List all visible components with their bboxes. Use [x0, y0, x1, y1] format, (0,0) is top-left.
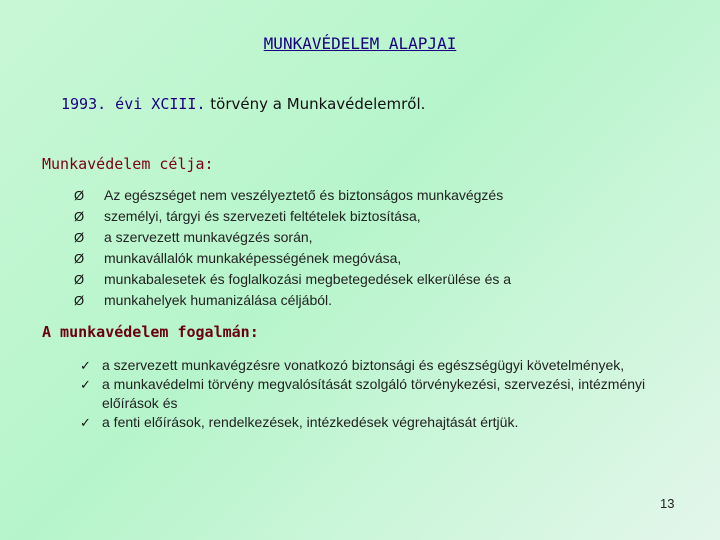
list-item-text: személyi, tárgyi és szervezeti feltételek biztosítása, [104, 208, 421, 224]
list-item [74, 248, 674, 269]
list-item-text: a szervezett munkavégzés során, [104, 229, 313, 245]
list-item [80, 413, 660, 432]
checkmark-icon: ✓ [80, 377, 91, 392]
law-description: törvény a Munkavédelemről. [205, 95, 426, 113]
list-item [74, 227, 674, 248]
checkmark-icon: ✓ [80, 358, 91, 373]
arrow-bullet-icon: Ø [74, 251, 85, 266]
arrow-bullet-icon: Ø [74, 293, 85, 308]
arrow-bullet-icon: Ø [74, 209, 85, 224]
concept-list [80, 356, 660, 432]
concept-heading: A munkavédelem fogalmán: [42, 323, 259, 341]
page-number: 13 [660, 496, 675, 511]
list-item-text: a szervezett munkavégzésre vonatkozó biztonsági és egészségügyi követelmények, [102, 357, 625, 373]
list-item-text: munkavállalók munkaképességének megóvása, [104, 250, 402, 266]
list-item-text: munkahelyek humanizálása céljából. [104, 292, 333, 308]
goal-heading: Munkavédelem célja: [42, 155, 214, 173]
goal-list [74, 185, 674, 311]
law-reference-line [61, 95, 425, 113]
list-item [74, 206, 674, 227]
list-item-text: a fenti előírások, rendelkezések, intézkedések végrehajtását értjük. [102, 414, 519, 430]
list-item [80, 375, 660, 413]
list-item [74, 185, 674, 206]
slide-title: MUNKAVÉDELEM ALAPJAI [263, 34, 457, 53]
list-item [74, 269, 674, 290]
list-item [74, 290, 674, 311]
list-item-text: munkabalesetek és foglalkozási megbetegedések elkerülése és a [104, 271, 512, 287]
arrow-bullet-icon: Ø [74, 188, 85, 203]
list-item [80, 356, 660, 375]
checkmark-icon: ✓ [80, 415, 91, 430]
arrow-bullet-icon: Ø [74, 272, 85, 287]
list-item-text: a munkavédelmi törvény megvalósítását szolgáló törvénykezési, szervezési, intézményi előírások és [102, 376, 646, 411]
list-item-text: Az egészséget nem veszélyeztető és biztonságos munkavégzés [104, 187, 504, 203]
arrow-bullet-icon: Ø [74, 230, 85, 245]
law-number: 1993. évi XCIII. [61, 95, 206, 113]
